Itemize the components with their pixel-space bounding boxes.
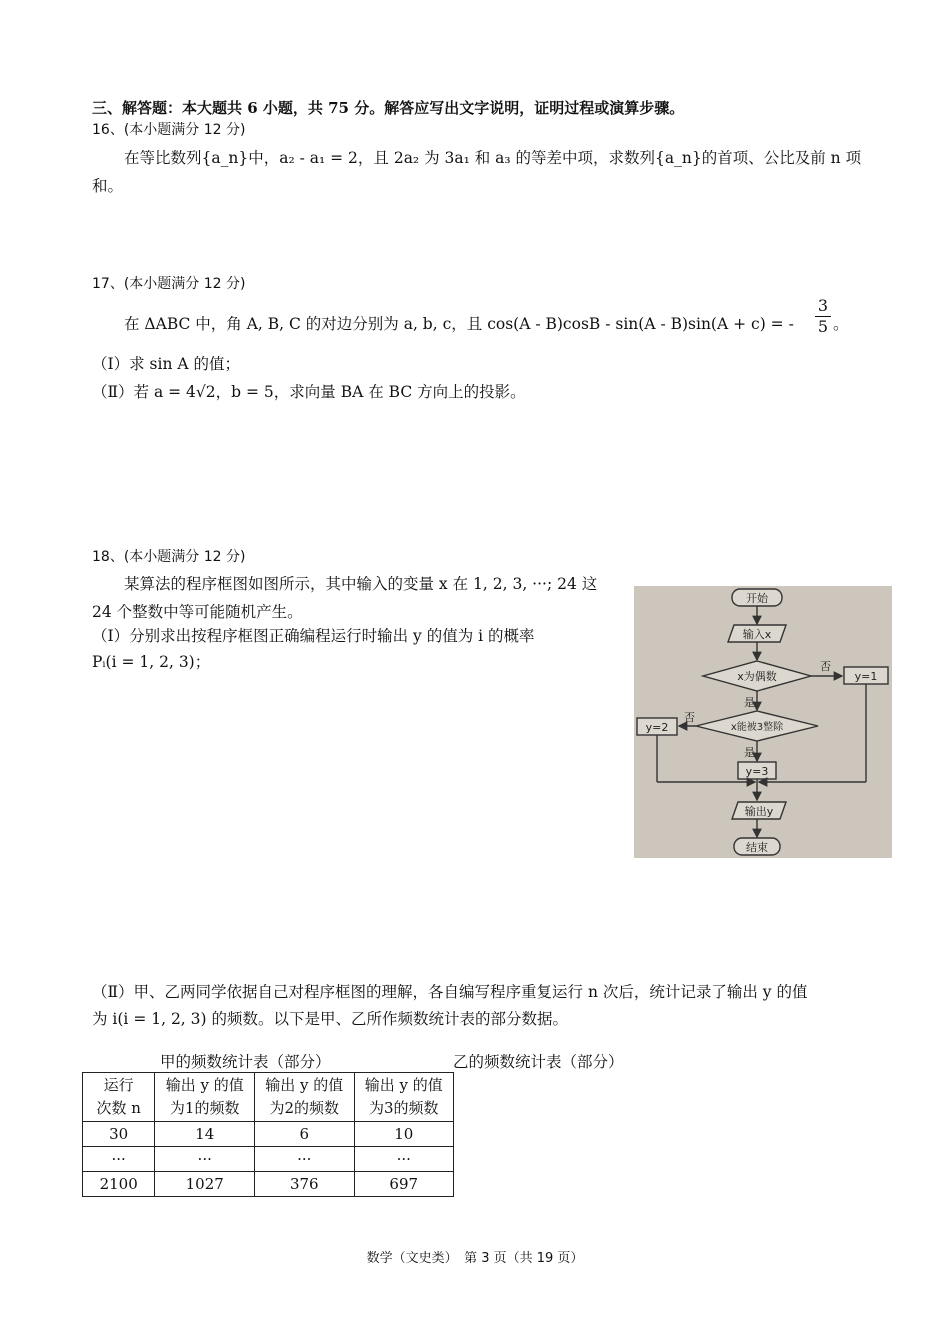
q17-header: 17、(本小题满分 12 分)	[92, 276, 246, 292]
table-cell: 697	[354, 1172, 454, 1197]
header-cell: 运行 次数 n	[83, 1073, 155, 1122]
fc-y2: y=2	[645, 721, 669, 734]
header-cell: 输出 y 的值 为1的频数	[155, 1073, 255, 1122]
q18-line3: （Ⅰ）分别求出按程序框图正确编程运行时输出 y 的值为 i 的概率	[92, 627, 535, 645]
q17-frac-den: 5	[815, 316, 831, 336]
table-row	[83, 1172, 454, 1197]
table-cell: ···	[255, 1147, 354, 1172]
fc-end: 结束	[746, 841, 768, 854]
q18-line4: Pᵢ(i = 1, 2, 3)；	[92, 653, 211, 671]
q17-stem: 在 ΔABC 中，角 A, B, C 的对边分别为 a, b, c，且 cos(A - B)cosB - sin(A - B)sin(A + c) = -	[124, 315, 794, 333]
fc-output: 输出y	[744, 805, 774, 818]
section-title: 三、解答题：本大题共 6 小题，共 75 分。解答应写出文字说明，证明过程或演算步骤。	[92, 99, 685, 117]
table-yi-caption: 乙的频数统计表（部分）	[453, 1053, 624, 1071]
table-jia	[82, 1072, 454, 1197]
table-cell: 376	[255, 1172, 354, 1197]
fc-y1: y=1	[854, 670, 878, 683]
table-cell: ···	[354, 1147, 454, 1172]
flowchart-svg	[634, 586, 892, 858]
fc-no2: 否	[684, 711, 695, 724]
fc-cond1: x为偶数	[737, 670, 777, 683]
q17-frac-num: 3	[817, 296, 829, 315]
table-cell: 6	[255, 1122, 354, 1147]
page-footer: 数学（文史类） 第 3 页（共 19 页）	[366, 1251, 584, 1266]
flowchart-figure	[634, 586, 892, 858]
table-cell: ···	[155, 1147, 255, 1172]
fc-start: 开始	[746, 592, 768, 605]
table-cell: ···	[83, 1147, 155, 1172]
q18-part2-line1: （Ⅱ）甲、乙两同学依据自己对程序框图的理解，各自编写程序重复运行 n 次后，统计记录了输出 y 的值	[92, 983, 808, 1001]
table-cell: 2100	[83, 1172, 155, 1197]
fc-cond2: x能被3整除	[730, 722, 784, 733]
q17-part2: （Ⅱ）若 a = 4√2，b = 5，求向量 BA 在 BC 方向上的投影。	[92, 383, 526, 401]
table-header-row	[83, 1073, 454, 1122]
q17-fraction	[815, 296, 831, 336]
table-cell: 10	[354, 1122, 454, 1147]
fc-y3: y=3	[745, 765, 769, 778]
q18-header: 18、(本小题满分 12 分)	[92, 549, 246, 565]
header-cell: 输出 y 的值 为3的频数	[354, 1073, 454, 1122]
q18-part2-line2: 为 i(i = 1, 2, 3) 的频数。以下是甲、乙所作频数统计表的部分数据。	[92, 1010, 568, 1028]
fc-no1: 否	[820, 660, 831, 673]
fc-input: 输入x	[742, 628, 772, 641]
table-row	[83, 1122, 454, 1147]
fc-yes1: 是	[744, 696, 755, 709]
q18-line2: 24 个整数中等可能随机产生。	[92, 603, 303, 621]
q16-header: 16、(本小题满分 12 分)	[92, 122, 246, 138]
q18-line1: 某算法的程序框图如图所示，其中输入的变量 x 在 1, 2, 3, ···; 24 这	[124, 575, 598, 593]
q16-line1: 在等比数列{a_n}中，a₂ - a₁ = 2，且 2a₂ 为 3a₁ 和 a₃ 的等差中项，求数列{a_n}的首项、公比及前 n 项	[124, 149, 862, 167]
q16-line2: 和。	[92, 177, 124, 195]
header-cell: 输出 y 的值 为2的频数	[255, 1073, 354, 1122]
q17-part1: （Ⅰ）求 sin A 的值；	[92, 355, 240, 373]
table-jia-caption: 甲的频数统计表（部分）	[160, 1053, 331, 1071]
table-cell: 14	[155, 1122, 255, 1147]
table-row	[83, 1147, 454, 1172]
fc-yes2: 是	[744, 746, 755, 759]
q17-frac-end: 。	[833, 315, 849, 333]
table-cell: 30	[83, 1122, 155, 1147]
table-cell: 1027	[155, 1172, 255, 1197]
